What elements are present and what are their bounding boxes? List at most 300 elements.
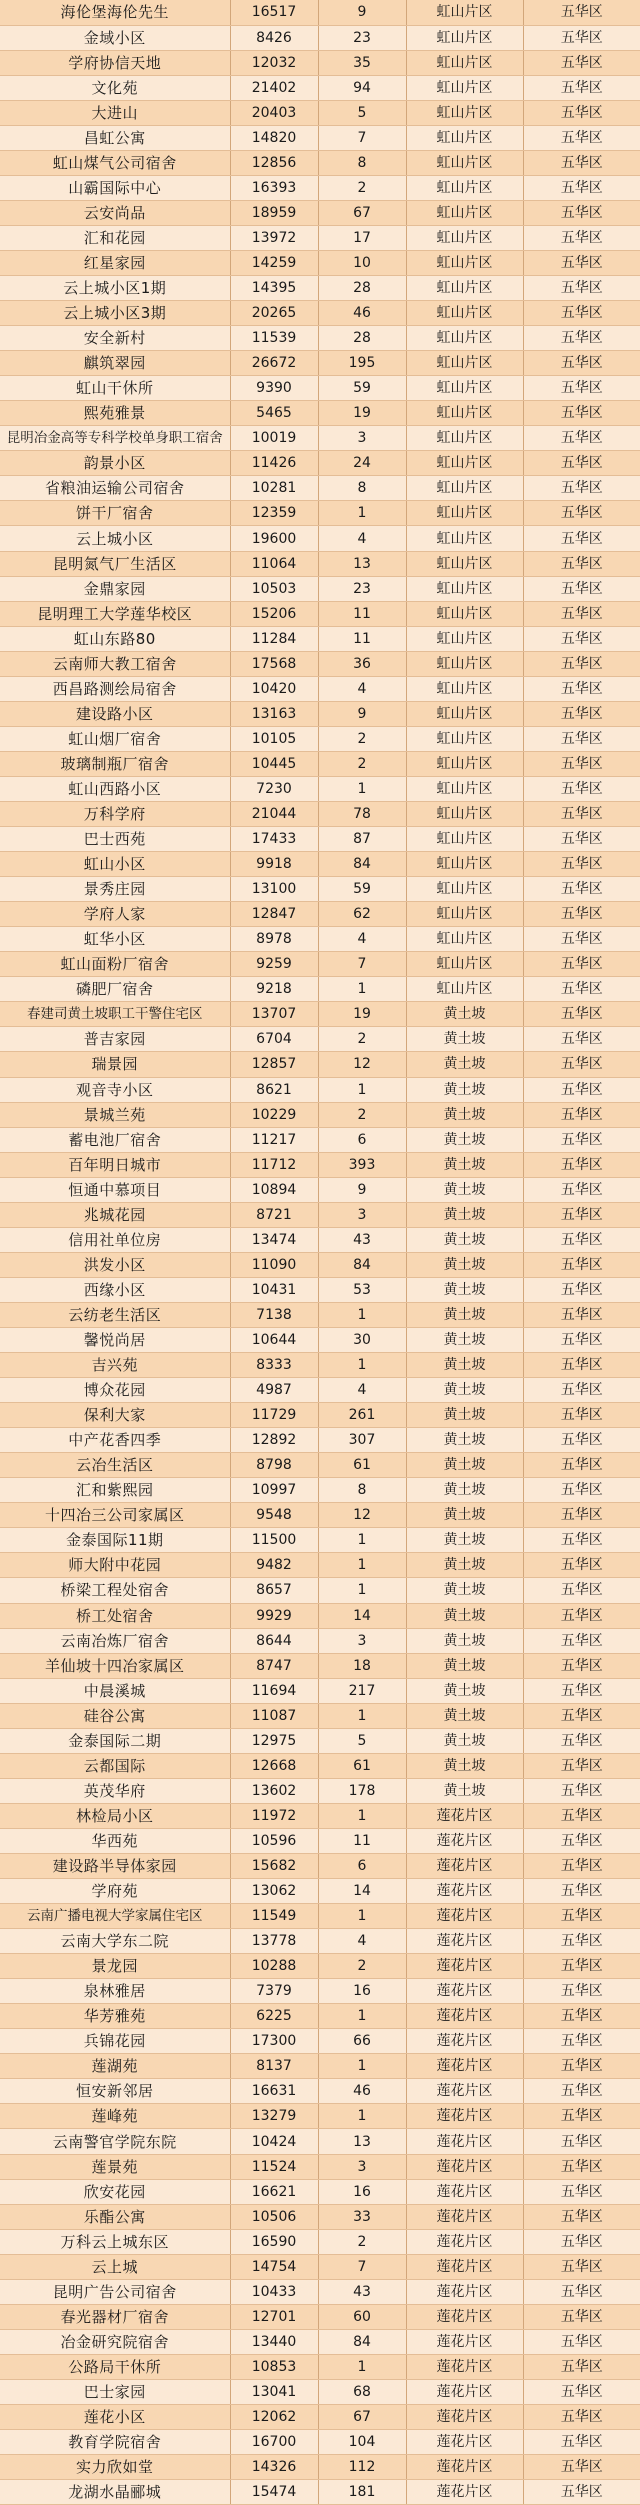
unit-price-cell: 16393 (230, 175, 318, 200)
area-cell: 莲花片区 (406, 1803, 523, 1828)
district-cell: 五华区 (523, 1027, 640, 1052)
unit-price-cell: 10596 (230, 1828, 318, 1853)
unit-price-cell: 10894 (230, 1177, 318, 1202)
area-cell: 虹山片区 (406, 100, 523, 125)
community-name-cell: 桥工处宿舍 (0, 1603, 230, 1628)
unit-price-cell: 7138 (230, 1302, 318, 1327)
listing-count-cell: 112 (318, 2455, 406, 2480)
area-cell: 虹山片区 (406, 751, 523, 776)
unit-price-cell: 10288 (230, 1954, 318, 1979)
table-row (0, 802, 640, 827)
table-row (0, 1954, 640, 1979)
listing-count-cell: 35 (318, 50, 406, 75)
listing-count-cell: 17 (318, 225, 406, 250)
unit-price-cell: 12359 (230, 501, 318, 526)
district-cell: 五华区 (523, 2029, 640, 2054)
area-cell: 虹山片区 (406, 351, 523, 376)
district-cell: 五华区 (523, 2430, 640, 2455)
district-cell: 五华区 (523, 1578, 640, 1603)
unit-price-cell: 10445 (230, 751, 318, 776)
unit-price-cell: 12062 (230, 2405, 318, 2430)
area-cell: 莲花片区 (406, 2430, 523, 2455)
district-cell: 五华区 (523, 1803, 640, 1828)
table-row (0, 1828, 640, 1853)
table-row (0, 626, 640, 651)
community-name-cell: 云安尚品 (0, 200, 230, 225)
area-cell: 黄土坡 (406, 1302, 523, 1327)
table-row (0, 726, 640, 751)
table-row (0, 1002, 640, 1027)
listing-count-cell: 3 (318, 1628, 406, 1653)
area-cell: 黄土坡 (406, 1778, 523, 1803)
area-cell: 虹山片区 (406, 977, 523, 1002)
table-row (0, 952, 640, 977)
listing-count-cell: 94 (318, 75, 406, 100)
community-name-cell: 冶金研究院宿舍 (0, 2329, 230, 2354)
listing-count-cell: 61 (318, 1453, 406, 1478)
area-cell: 黄土坡 (406, 1353, 523, 1378)
unit-price-cell: 17433 (230, 827, 318, 852)
community-name-cell: 建设路小区 (0, 701, 230, 726)
area-cell: 虹山片区 (406, 776, 523, 801)
community-name-cell: 教育学院宿舍 (0, 2430, 230, 2455)
table-row (0, 601, 640, 626)
district-cell: 五华区 (523, 701, 640, 726)
area-cell: 黄土坡 (406, 1453, 523, 1478)
district-cell: 五华区 (523, 1378, 640, 1403)
unit-price-cell: 15682 (230, 1853, 318, 1878)
listing-count-cell: 43 (318, 1227, 406, 1252)
table-row (0, 25, 640, 50)
district-cell: 五华区 (523, 2254, 640, 2279)
area-cell: 虹山片区 (406, 476, 523, 501)
district-cell: 五华区 (523, 100, 640, 125)
listing-count-cell: 84 (318, 2329, 406, 2354)
district-cell: 五华区 (523, 476, 640, 501)
unit-price-cell: 8644 (230, 1628, 318, 1653)
area-cell: 莲花片区 (406, 2079, 523, 2104)
table-row (0, 75, 640, 100)
community-name-cell: 蓄电池厂宿舍 (0, 1127, 230, 1152)
community-name-cell: 虹山面粉厂宿舍 (0, 952, 230, 977)
unit-price-cell: 10644 (230, 1327, 318, 1352)
table-row (0, 1753, 640, 1778)
table-row (0, 827, 640, 852)
listing-count-cell: 2 (318, 1102, 406, 1127)
table-row (0, 1127, 640, 1152)
area-cell: 黄土坡 (406, 1378, 523, 1403)
district-cell: 五华区 (523, 426, 640, 451)
area-cell: 莲花片区 (406, 2455, 523, 2480)
area-cell: 莲花片区 (406, 2329, 523, 2354)
listing-count-cell: 1 (318, 1904, 406, 1929)
district-cell: 五华区 (523, 2379, 640, 2404)
community-name-cell: 汇和花园 (0, 225, 230, 250)
district-cell: 五华区 (523, 1954, 640, 1979)
district-cell: 五华区 (523, 1653, 640, 1678)
listing-count-cell: 68 (318, 2379, 406, 2404)
district-cell: 五华区 (523, 150, 640, 175)
community-name-cell: 虹山煤气公司宿舍 (0, 150, 230, 175)
unit-price-cell: 12701 (230, 2304, 318, 2329)
table-row (0, 1979, 640, 2004)
listing-count-cell: 3 (318, 1202, 406, 1227)
table-row (0, 1327, 640, 1352)
table-row (0, 2430, 640, 2455)
unit-price-cell: 8978 (230, 927, 318, 952)
area-cell: 黄土坡 (406, 1027, 523, 1052)
listing-count-cell: 67 (318, 2405, 406, 2430)
unit-price-cell: 10229 (230, 1102, 318, 1127)
table-row (0, 1252, 640, 1277)
table-row (0, 2304, 640, 2329)
listing-count-cell: 1 (318, 1553, 406, 1578)
community-name-cell: 信用社单位房 (0, 1227, 230, 1252)
unit-price-cell: 10433 (230, 2279, 318, 2304)
unit-price-cell: 17568 (230, 651, 318, 676)
district-cell: 五华区 (523, 326, 640, 351)
district-cell: 五华区 (523, 376, 640, 401)
community-name-cell: 万科学府 (0, 802, 230, 827)
area-cell: 莲花片区 (406, 2379, 523, 2404)
unit-price-cell: 11064 (230, 551, 318, 576)
table-row (0, 751, 640, 776)
area-cell: 莲花片区 (406, 2480, 523, 2505)
table-row (0, 2029, 640, 2054)
listing-count-cell: 2 (318, 175, 406, 200)
district-cell: 五华区 (523, 1528, 640, 1553)
area-cell: 黄土坡 (406, 1277, 523, 1302)
district-cell: 五华区 (523, 1227, 640, 1252)
table-row (0, 701, 640, 726)
table-row (0, 1277, 640, 1302)
listing-count-cell: 2 (318, 2229, 406, 2254)
community-name-cell: 虹山西路小区 (0, 776, 230, 801)
area-cell: 虹山片区 (406, 701, 523, 726)
listing-count-cell: 393 (318, 1152, 406, 1177)
area-cell: 虹山片区 (406, 551, 523, 576)
area-cell: 莲花片区 (406, 2004, 523, 2029)
table-row (0, 250, 640, 275)
table-row (0, 1302, 640, 1327)
unit-price-cell: 14820 (230, 125, 318, 150)
district-cell: 五华区 (523, 1202, 640, 1227)
area-cell: 虹山片区 (406, 526, 523, 551)
unit-price-cell: 8657 (230, 1578, 318, 1603)
listing-count-cell: 7 (318, 2254, 406, 2279)
listing-count-cell: 1 (318, 2354, 406, 2379)
listing-count-cell: 3 (318, 426, 406, 451)
table-row (0, 776, 640, 801)
area-cell: 莲花片区 (406, 2254, 523, 2279)
unit-price-cell: 12975 (230, 1728, 318, 1753)
area-cell: 虹山片区 (406, 0, 523, 25)
listing-count-cell: 4 (318, 1378, 406, 1403)
district-cell: 五华区 (523, 2329, 640, 2354)
area-cell: 虹山片区 (406, 601, 523, 626)
table-row (0, 977, 640, 1002)
listing-count-cell: 6 (318, 1853, 406, 1878)
area-cell: 黄土坡 (406, 1202, 523, 1227)
listing-count-cell: 14 (318, 1879, 406, 1904)
listing-count-cell: 11 (318, 601, 406, 626)
community-name-cell: 莲湖苑 (0, 2054, 230, 2079)
district-cell: 五华区 (523, 2229, 640, 2254)
listing-count-cell: 46 (318, 2079, 406, 2104)
area-cell: 虹山片区 (406, 726, 523, 751)
community-name-cell: 师大附中花园 (0, 1553, 230, 1578)
table-row (0, 200, 640, 225)
unit-price-cell: 13100 (230, 877, 318, 902)
listing-count-cell: 8 (318, 1478, 406, 1503)
community-name-cell: 磷肥厂宿舍 (0, 977, 230, 1002)
table-row (0, 2154, 640, 2179)
community-name-cell: 云冶生活区 (0, 1453, 230, 1478)
listing-count-cell: 67 (318, 200, 406, 225)
table-row (0, 1152, 640, 1177)
listing-count-cell: 7 (318, 952, 406, 977)
community-name-cell: 虹山烟厂宿舍 (0, 726, 230, 751)
community-name-cell: 英茂华府 (0, 1778, 230, 1803)
community-name-cell: 兆城花园 (0, 1202, 230, 1227)
area-cell: 黄土坡 (406, 1603, 523, 1628)
table-row (0, 150, 640, 175)
listing-count-cell: 36 (318, 651, 406, 676)
district-cell: 五华区 (523, 2204, 640, 2229)
district-cell: 五华区 (523, 1904, 640, 1929)
unit-price-cell: 13041 (230, 2379, 318, 2404)
table-row (0, 1378, 640, 1403)
district-cell: 五华区 (523, 351, 640, 376)
community-name-cell: 金泰国际11期 (0, 1528, 230, 1553)
listing-count-cell: 1 (318, 776, 406, 801)
listing-count-cell: 28 (318, 326, 406, 351)
unit-price-cell: 11972 (230, 1803, 318, 1828)
community-name-cell: 昆明理工大学莲华校区 (0, 601, 230, 626)
table-row (0, 1202, 640, 1227)
listing-count-cell: 1 (318, 1302, 406, 1327)
area-cell: 莲花片区 (406, 2179, 523, 2204)
area-cell: 黄土坡 (406, 1152, 523, 1177)
district-cell: 五华区 (523, 1879, 640, 1904)
community-name-cell: 山霸国际中心 (0, 175, 230, 200)
community-name-cell: 兵锦花园 (0, 2029, 230, 2054)
community-name-cell: 欣安花园 (0, 2179, 230, 2204)
listing-count-cell: 33 (318, 2204, 406, 2229)
table-row (0, 301, 640, 326)
community-name-cell: 云上城 (0, 2254, 230, 2279)
area-cell: 虹山片区 (406, 426, 523, 451)
unit-price-cell: 20265 (230, 301, 318, 326)
area-cell: 黄土坡 (406, 1478, 523, 1503)
unit-price-cell: 11539 (230, 326, 318, 351)
unit-price-cell: 10281 (230, 476, 318, 501)
table-row (0, 1353, 640, 1378)
unit-price-cell: 10424 (230, 2129, 318, 2154)
district-cell: 五华区 (523, 526, 640, 551)
table-row (0, 276, 640, 301)
listing-count-cell: 84 (318, 1252, 406, 1277)
district-cell: 五华区 (523, 576, 640, 601)
community-name-cell: 百年明日城市 (0, 1152, 230, 1177)
unit-price-cell: 8621 (230, 1077, 318, 1102)
area-cell: 莲花片区 (406, 1853, 523, 1878)
table-row (0, 2405, 640, 2430)
community-name-cell: 云南广播电视大学家属住宅区 (0, 1904, 230, 1929)
table-row (0, 1403, 640, 1428)
table-row (0, 1052, 640, 1077)
district-cell: 五华区 (523, 2104, 640, 2129)
table-row (0, 1578, 640, 1603)
district-cell: 五华区 (523, 1102, 640, 1127)
unit-price-cell: 8333 (230, 1353, 318, 1378)
district-cell: 五华区 (523, 1703, 640, 1728)
table-row (0, 1553, 640, 1578)
unit-price-cell: 10503 (230, 576, 318, 601)
community-name-cell: 云上城小区3期 (0, 301, 230, 326)
area-cell: 虹山片区 (406, 877, 523, 902)
district-cell: 五华区 (523, 1252, 640, 1277)
table-row (0, 225, 640, 250)
table-row (0, 1503, 640, 1528)
unit-price-cell: 16621 (230, 2179, 318, 2204)
unit-price-cell: 13163 (230, 701, 318, 726)
community-name-cell: 饼干厂宿舍 (0, 501, 230, 526)
area-cell: 虹山片区 (406, 451, 523, 476)
listing-count-cell: 11 (318, 1828, 406, 1853)
listing-count-cell: 53 (318, 1277, 406, 1302)
listing-count-cell: 18 (318, 1653, 406, 1678)
unit-price-cell: 9218 (230, 977, 318, 1002)
unit-price-cell: 10420 (230, 676, 318, 701)
unit-price-cell: 8137 (230, 2054, 318, 2079)
area-cell: 黄土坡 (406, 1503, 523, 1528)
listing-count-cell: 46 (318, 301, 406, 326)
listing-count-cell: 16 (318, 1979, 406, 2004)
area-cell: 虹山片区 (406, 125, 523, 150)
area-cell: 莲花片区 (406, 2104, 523, 2129)
unit-price-cell: 11729 (230, 1403, 318, 1428)
table-row (0, 1453, 640, 1478)
listing-count-cell: 13 (318, 551, 406, 576)
district-cell: 五华区 (523, 2154, 640, 2179)
table-row (0, 927, 640, 952)
area-cell: 黄土坡 (406, 1753, 523, 1778)
community-name-cell: 红星家园 (0, 250, 230, 275)
listing-count-cell: 1 (318, 1803, 406, 1828)
listing-count-cell: 11 (318, 626, 406, 651)
table-row (0, 1227, 640, 1252)
community-name-cell: 桥梁工程处宿舍 (0, 1578, 230, 1603)
table-row (0, 1853, 640, 1878)
listing-count-cell: 9 (318, 0, 406, 25)
unit-price-cell: 14754 (230, 2254, 318, 2279)
community-name-cell: 虹山干休所 (0, 376, 230, 401)
listing-count-cell: 5 (318, 1728, 406, 1753)
community-name-cell: 春建司黄土坡职工干警住宅区 (0, 1002, 230, 1027)
district-cell: 五华区 (523, 250, 640, 275)
community-name-cell: 莲峰苑 (0, 2104, 230, 2129)
table-row (0, 1803, 640, 1828)
table-row (0, 2279, 640, 2304)
listing-count-cell: 30 (318, 1327, 406, 1352)
area-cell: 虹山片区 (406, 626, 523, 651)
area-cell: 黄土坡 (406, 1052, 523, 1077)
district-cell: 五华区 (523, 175, 640, 200)
listing-count-cell: 12 (318, 1503, 406, 1528)
unit-price-cell: 15206 (230, 601, 318, 626)
community-name-cell: 景秀庄园 (0, 877, 230, 902)
district-cell: 五华区 (523, 1403, 640, 1428)
table-row (0, 1528, 640, 1553)
unit-price-cell: 9918 (230, 852, 318, 877)
community-name-cell: 中产花香四季 (0, 1428, 230, 1453)
community-name-cell: 硅谷公寓 (0, 1703, 230, 1728)
table-row (0, 1929, 640, 1954)
unit-price-cell: 8721 (230, 1202, 318, 1227)
area-cell: 虹山片区 (406, 852, 523, 877)
community-name-cell: 金域小区 (0, 25, 230, 50)
area-cell: 黄土坡 (406, 1077, 523, 1102)
table-row (0, 2179, 640, 2204)
listing-count-cell: 84 (318, 852, 406, 877)
table-row (0, 1904, 640, 1929)
district-cell: 五华区 (523, 1753, 640, 1778)
unit-price-cell: 8798 (230, 1453, 318, 1478)
table-row (0, 2204, 640, 2229)
area-cell: 莲花片区 (406, 1929, 523, 1954)
listing-count-cell: 59 (318, 877, 406, 902)
unit-price-cell: 13707 (230, 1002, 318, 1027)
table-row (0, 376, 640, 401)
area-cell: 虹山片区 (406, 175, 523, 200)
table-row (0, 852, 640, 877)
community-name-cell: 大进山 (0, 100, 230, 125)
area-cell: 虹山片区 (406, 827, 523, 852)
listing-count-cell: 1 (318, 501, 406, 526)
area-cell: 莲花片区 (406, 1879, 523, 1904)
unit-price-cell: 13972 (230, 225, 318, 250)
district-cell: 五华区 (523, 2405, 640, 2430)
unit-price-cell: 10431 (230, 1277, 318, 1302)
area-cell: 黄土坡 (406, 1528, 523, 1553)
district-cell: 五华区 (523, 977, 640, 1002)
area-cell: 虹山片区 (406, 225, 523, 250)
district-cell: 五华区 (523, 1327, 640, 1352)
listing-count-cell: 5 (318, 100, 406, 125)
district-cell: 五华区 (523, 225, 640, 250)
district-cell: 五华区 (523, 501, 640, 526)
listing-count-cell: 19 (318, 401, 406, 426)
table-row (0, 451, 640, 476)
unit-price-cell: 11694 (230, 1678, 318, 1703)
district-cell: 五华区 (523, 1929, 640, 1954)
district-cell: 五华区 (523, 1353, 640, 1378)
district-cell: 五华区 (523, 1728, 640, 1753)
table-row (0, 1728, 640, 1753)
listing-count-cell: 78 (318, 802, 406, 827)
area-cell: 莲花片区 (406, 2154, 523, 2179)
community-name-cell: 云都国际 (0, 1753, 230, 1778)
listing-count-cell: 2 (318, 1954, 406, 1979)
district-cell: 五华区 (523, 25, 640, 50)
district-cell: 五华区 (523, 2129, 640, 2154)
listing-count-cell: 261 (318, 1403, 406, 1428)
district-cell: 五华区 (523, 2279, 640, 2304)
area-cell: 黄土坡 (406, 1428, 523, 1453)
table-row (0, 1027, 640, 1052)
area-cell: 虹山片区 (406, 75, 523, 100)
